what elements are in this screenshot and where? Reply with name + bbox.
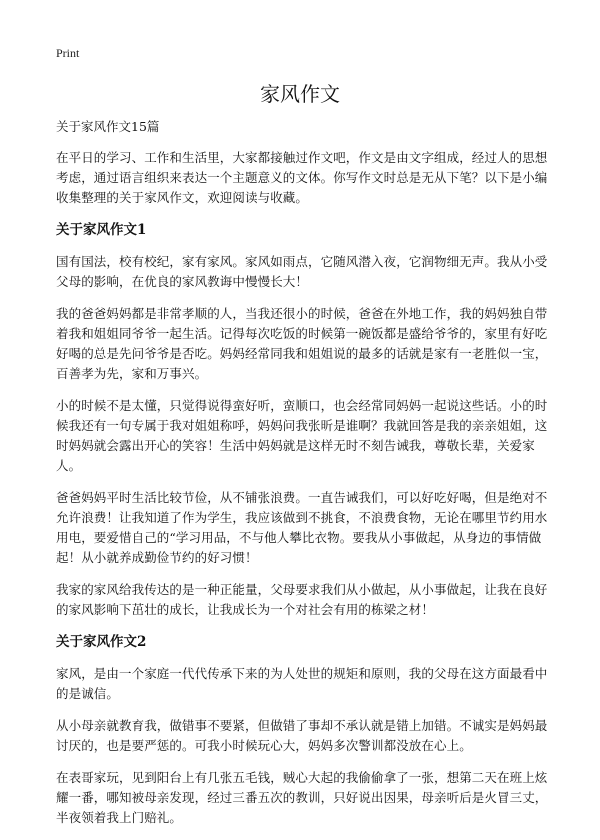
section-heading: 关于家风作文2 <box>56 634 147 650</box>
section-paragraph: 爸爸妈妈平时生活比较节俭，从不铺张浪费。一直告诫我们，可以好吃好喝，但是绝对不允许浪费！让我知道了作为学生，我应该做到不挑食，不浪费食物，无论在哪里节约用水用电，要爱惜自己的“学习用品，不与他人攀比衣物。要我从小事做起，从身边的事情做起！从小就养成勤俭节约的好习惯！ <box>56 490 548 565</box>
intro-paragraph: 在平日的学习、工作和生活里，大家都接触过作文吧，作文是由文字组成，经过人的思想考虑，通过语言组织来表达一个主题意义的文体。你写作文时总是无从下笔？以下是小编收集整理的关于家风作文，欢迎阅读与收藏。 <box>56 150 548 205</box>
section-paragraph: 我的爸爸妈妈都是非常孝顺的人，当我还很小的时候，爸爸在外地工作，我的妈妈独自带着我和姐姐同爷爷一起生活。记得每次吃饭的时候第一碗饭都是盛给爷爷的，家里有好吃好喝的总是先问爷爷是否吃。妈妈经常同我和姐姐说的最多的话就是家有一老胜似一宝，百善孝为先，家和万事兴。 <box>56 306 548 381</box>
article-body <box>56 118 550 840</box>
section-heading: 关于家风作文1 <box>56 222 147 238</box>
section-paragraph: 我家的家风给我传达的是一种正能量，父母要求我们从小做起，从小事做起，让我在良好的家风影响下茁壮的成长，让我成长为一个对社会有用的栋梁之材！ <box>56 582 548 617</box>
article-subtitle: 关于家风作文15篇 <box>56 119 160 134</box>
section-paragraph: 国有国法，校有校纪，家有家风。家风如雨点，它随风潜入夜，它润物细无声。我从小受父母的影响，在优良的家风教诲中慢慢长大！ <box>56 254 548 289</box>
section-paragraph: 小的时候不是太懂，只觉得说得蛮好听，蛮顺口，也会经常同妈妈一起说这些话。小的时候我还有一句专属于我对姐姐称呼，妈妈问我张昕是谁啊？我就回答是我的亲亲姐姐，这时妈妈就会露出开心的笑容！生活中妈妈就是这样无时不刻告诫我，尊敬长辈，关爱家人。 <box>56 398 548 473</box>
page-title: 家风作文 <box>260 82 340 106</box>
section-paragraph: 家风，是由一个家庭一代代传承下来的为人处世的规矩和原则，我的父母在这方面最看中的是诚信。 <box>56 666 548 701</box>
section-paragraph: 在表哥家玩，见到阳台上有几张五毛钱，贼心大起的我偷偷拿了一张，想第二天在班上炫耀一番，哪知被母亲发现，经过三番五次的教训，只好说出因果，母亲听后是火冒三丈，半夜领着我上门赔礼。 <box>56 770 548 825</box>
print-label: Print <box>56 46 80 60</box>
section-paragraph: 从小母亲就教育我，做错事不要紧，但做错了事却不承认就是错上加错。不诚实是妈妈最讨厌的，也是要严惩的。可我小时候玩心大，妈妈多次警训都没放在心上。 <box>56 718 548 753</box>
